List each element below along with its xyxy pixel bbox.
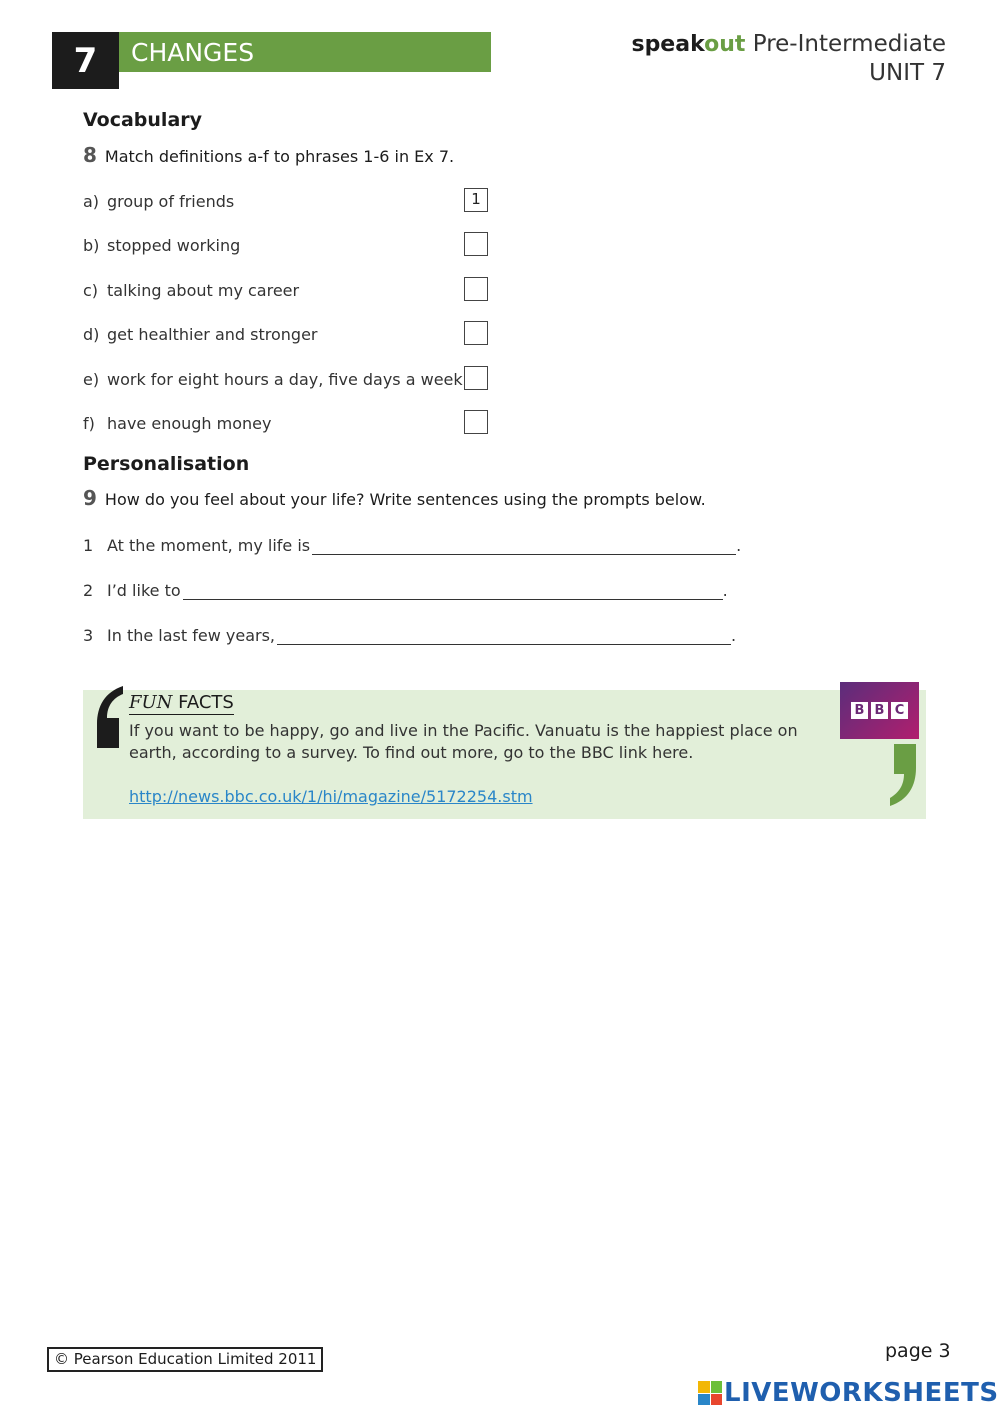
brand-out: out [704, 32, 746, 57]
instruction-text: How do you feel about your life? Write sentences using the prompts below. [104, 490, 706, 509]
prompt-end: . [722, 581, 728, 600]
bbc-letter: B [851, 702, 868, 719]
fun-facts-text: If you want to be happy, go and live in the Pacific. Vanuatu is the happiest place on earth, according to a survey. To find out more, go to the BBC link here. [129, 721, 798, 762]
prompt-2 [83, 576, 728, 600]
brand-speak: speak [631, 32, 705, 57]
answer-box[interactable] [464, 277, 488, 301]
vocabulary-heading: Vocabulary [83, 109, 203, 131]
answer-box[interactable] [464, 410, 488, 434]
liveworksheets-logo-icon [698, 1381, 722, 1405]
answer-box[interactable] [464, 366, 488, 390]
close-quote-icon [888, 742, 920, 808]
bbc-logo [840, 682, 919, 739]
item-text: talking about my career [107, 280, 300, 300]
prompt-end: . [736, 536, 742, 555]
item-letter: f) [83, 413, 95, 433]
brand-line [631, 30, 946, 59]
answer-box[interactable] [464, 321, 488, 345]
item-letter: b) [83, 235, 100, 255]
item-letter: a) [83, 191, 100, 211]
exercise-8-instruction [83, 143, 454, 167]
answer-box[interactable]: 1 [464, 188, 488, 212]
prompt-number: 3 [83, 626, 94, 645]
prompt-3 [83, 621, 736, 645]
item-text: work for eight hours a day, five days a week [107, 369, 463, 389]
match-item-c [83, 277, 493, 303]
prompt-number: 1 [83, 536, 94, 555]
item-text: group of friends [107, 191, 235, 211]
prompt-text: In the last few years, [107, 626, 275, 645]
exercise-number: 9 [83, 486, 97, 510]
exercise-number: 8 [83, 143, 97, 167]
unit-title-bar [119, 32, 491, 72]
open-quote-icon [93, 684, 125, 750]
item-text: stopped working [107, 235, 241, 255]
prompt-1 [83, 531, 741, 555]
bbc-link[interactable]: http://news.bbc.co.uk/1/hi/magazine/5172254.stm [129, 787, 533, 806]
fun-title-italic: FUN [129, 692, 173, 713]
fun-title-rest: FACTS [172, 692, 234, 713]
item-text: have enough money [107, 413, 272, 433]
bbc-letter: B [871, 702, 888, 719]
prompt-number: 2 [83, 581, 94, 600]
level-label: Pre-Intermediate [745, 31, 946, 57]
copyright-notice: © Pearson Education Limited 2011 [47, 1347, 323, 1372]
fun-facts-title [129, 692, 234, 715]
match-item-f [83, 410, 493, 436]
match-item-d [83, 321, 493, 347]
exercise-9-instruction [83, 486, 706, 510]
answer-line[interactable] [277, 629, 731, 645]
prompt-text: I’d like to [107, 581, 181, 600]
item-text: get healthier and stronger [107, 324, 318, 344]
item-letter: c) [83, 280, 99, 300]
brand-block [631, 30, 946, 87]
prompt-text: At the moment, my life is [107, 536, 311, 555]
watermark-text: LIVEWORKSHEETS [724, 1378, 999, 1408]
answer-line[interactable] [312, 539, 736, 555]
unit-number: 7 [52, 32, 119, 89]
liveworksheets-watermark [698, 1378, 999, 1408]
bbc-letter: C [891, 702, 908, 719]
personalisation-heading: Personalisation [83, 453, 250, 475]
instruction-text: Match definitions a-f to phrases 1-6 in Ex 7. [104, 147, 455, 166]
answer-line[interactable] [183, 584, 723, 600]
unit-label: UNIT 7 [869, 60, 946, 86]
item-letter: e) [83, 369, 100, 389]
match-item-b [83, 232, 493, 258]
match-item-a [83, 188, 493, 214]
prompt-end: . [731, 626, 737, 645]
unit-title: CHANGES [131, 37, 255, 67]
page-number: page 3 [885, 1340, 951, 1362]
match-item-e [83, 366, 493, 392]
item-letter: d) [83, 324, 100, 344]
answer-box[interactable] [464, 232, 488, 256]
